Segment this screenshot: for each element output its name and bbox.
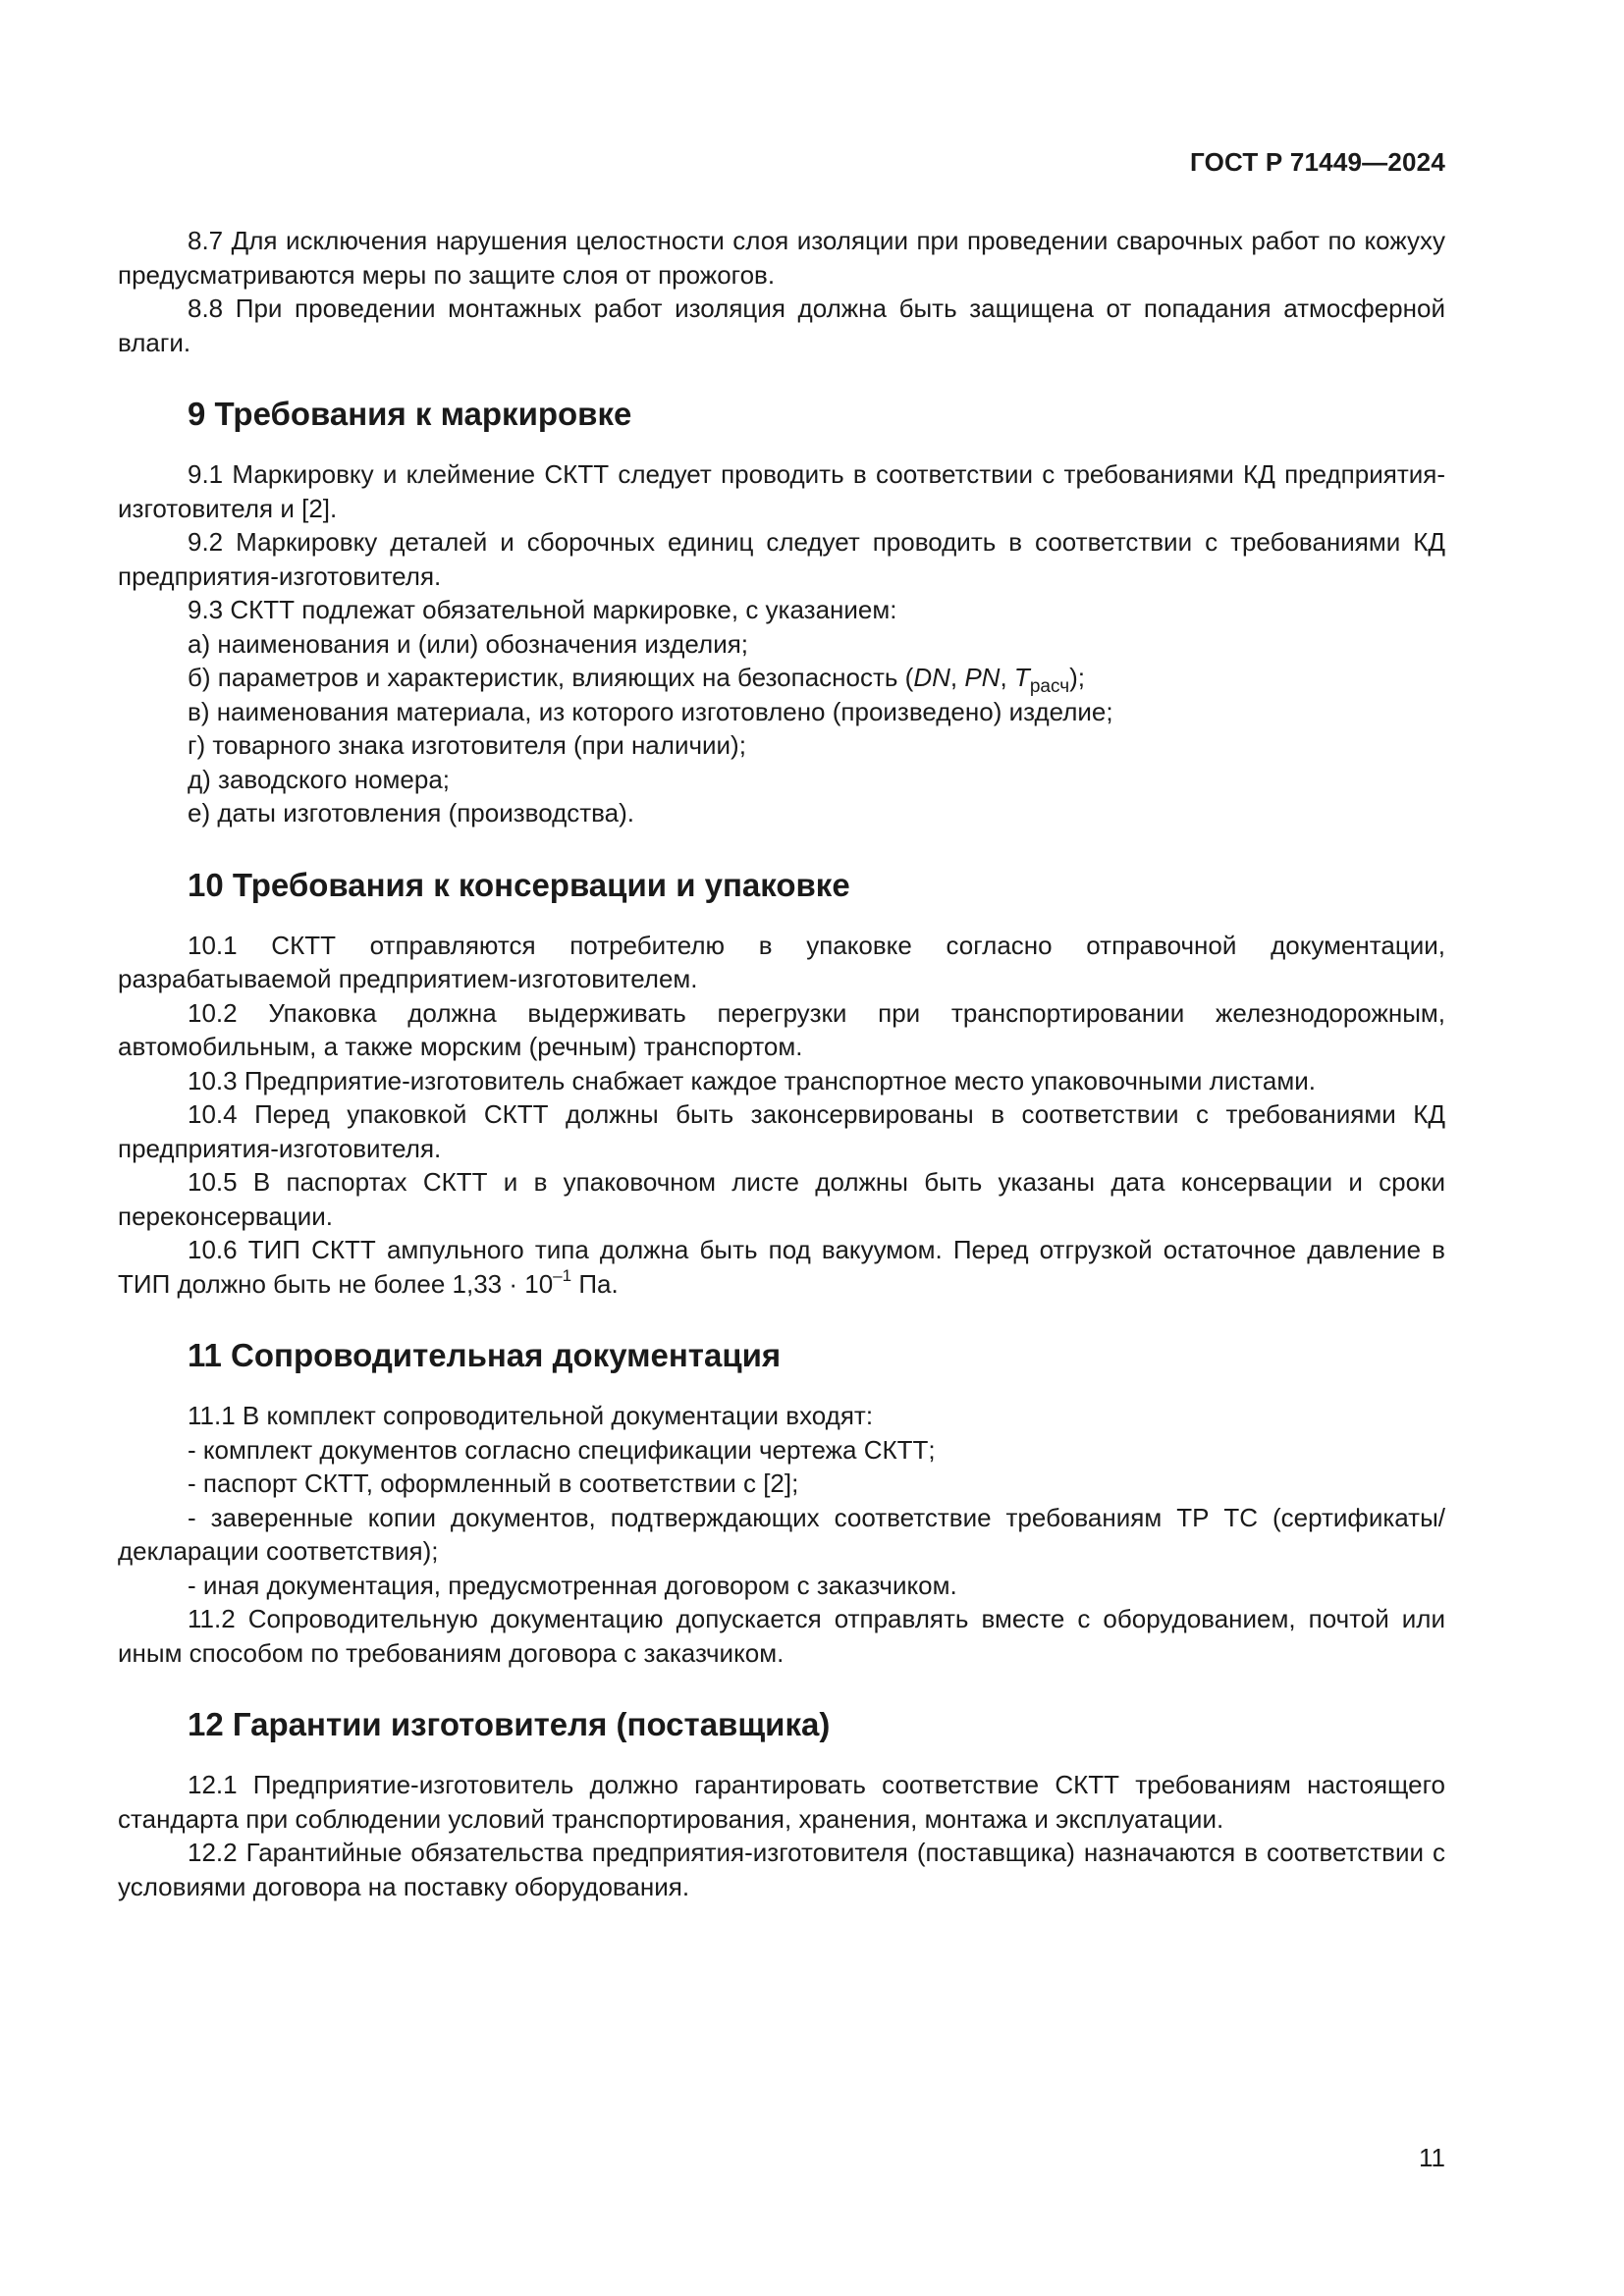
t-subscript: расч	[1029, 676, 1070, 697]
list-item-a: а) наименования и (или) обозначения изделия;	[188, 628, 749, 659]
doc-list-item-3: - заверенные копии документов, подтверждающих соответствие требованиям ТР ТС (сертификаты/декларации соответствия);	[118, 1502, 1445, 1566]
pressure-exponent: –1	[553, 1265, 572, 1285]
paragraph-10-1: 10.1 СКТТ отправляются потребителю в упаковке согласно отправочной документации, разрабатываемой предприятием-изготовителем.	[118, 930, 1445, 993]
section-10-heading: 10 Требования к консервации и упаковке	[188, 866, 850, 903]
document-body	[118, 224, 1445, 1903]
list-item-v: в) наименования материала, из которого изготовлено (произведено) изделие;	[188, 696, 1113, 726]
doc-list-item-4: - иная документация, предусмотренная договором с заказчиком.	[188, 1570, 957, 1600]
dn-symbol: DN	[913, 663, 950, 692]
list-item-g: г) товарного знака изготовителя (при наличии);	[188, 730, 746, 760]
paragraph-8-8: 8.8 При проведении монтажных работ изоляция должна быть защищена от попадания атмосферной влаги.	[118, 294, 1445, 357]
page-number: 11	[1419, 2143, 1445, 2172]
list-item-e: е) даты изготовления (производства).	[188, 798, 635, 828]
paragraph-11-2: 11.2 Сопроводительную документацию допускается отправлять вместе с оборудованием, почтой или иным способом по требованиям договора с заказчиком.	[118, 1604, 1445, 1668]
section-9-heading: 9 Требования к маркировке	[188, 396, 632, 432]
paragraph-10-2: 10.2 Упаковка должна выдерживать перегрузки при транспортировании железнодорожным, автомобильным, а также морским (речным) транспортом.	[118, 997, 1445, 1061]
paragraph-8-7: 8.7 Для исключения нарушения целостности слоя изоляции при проведении сварочных работ по кожуху предусматриваются меры по защите слоя от прожогов.	[118, 226, 1445, 290]
standard-code: ГОСТ Р 71449—2024	[1190, 147, 1445, 177]
section-12-heading: 12 Гарантии изготовителя (поставщика)	[188, 1706, 831, 1742]
list-item-b-text: б) параметров и характеристик, влияющих на безопасность (	[188, 663, 914, 692]
doc-list-item-2: - паспорт СКТТ, оформленный в соответствии с [2];	[188, 1468, 799, 1498]
paragraph-9-2: 9.2 Маркировку деталей и сборочных единиц следует проводить в соответствии с требованиями КД предприятия-изготовителя.	[118, 527, 1445, 591]
doc-list-item-1: - комплект документов согласно спецификации чертежа СКТТ;	[188, 1434, 936, 1465]
paragraph-10-6-text: 10.6 ТИП СКТТ ампульного типа должна быть под вакуумом. Перед отгрузкой остаточное давление в ТИП должно быть не более 1,33 · 10	[118, 1235, 1445, 1299]
list-item-b: б) параметров и характеристик, влияющих на безопасность (DN, PN, $T_{расч}$);	[188, 663, 1086, 697]
section-11-heading: 11 Сопроводительная документация	[188, 1337, 782, 1373]
paragraph-10-4: 10.4 Перед упаковкой СКТТ должны быть законсервированы в соответствии с требованиями КД предприятия-изготовителя.	[118, 1099, 1445, 1163]
list-item-d: д) заводского номера;	[188, 764, 451, 794]
paragraph-11-1: 11.1 В комплект сопроводительной документации входят:	[188, 1401, 874, 1430]
paragraph-10-6: 10.6 ТИП СКТТ ампульного типа должна быть под вакуумом. Перед отгрузкой остаточное давление в ТИП должно быть не более $1,33 \cdot 10^{-1}$ Па.	[118, 1235, 1445, 1299]
paragraph-12-2: 12.2 Гарантийные обязательства предприятия-изготовителя (поставщика) назначаются в соответствии с условиями договора на поставку оборудования.	[118, 1838, 1445, 1901]
pn-symbol: PN	[964, 663, 1001, 692]
paragraph-9-3: 9.3 СКТТ подлежат обязательной маркировке, с указанием:	[188, 595, 897, 624]
paragraph-10-5: 10.5 В паспортах СКТТ и в упаковочном листе должны быть указаны дата консервации и сроки переконсервации.	[118, 1167, 1445, 1231]
paragraph-10-3: 10.3 Предприятие-изготовитель снабжает каждое транспортное место упаковочными листами.	[188, 1065, 1316, 1095]
paragraph-12-1: 12.1 Предприятие-изготовитель должно гарантировать соответствие СКТТ требованиям настоящего стандарта при соблюдении условий транспортирования, хранения, монтажа и эксплуатации.	[118, 1770, 1445, 1834]
paragraph-9-1: 9.1 Маркировку и клеймение СКТТ следует проводить в соответствии с требованиями КД предприятия-изготовителя и [2].	[118, 459, 1445, 523]
t-symbol: T	[1013, 663, 1030, 692]
